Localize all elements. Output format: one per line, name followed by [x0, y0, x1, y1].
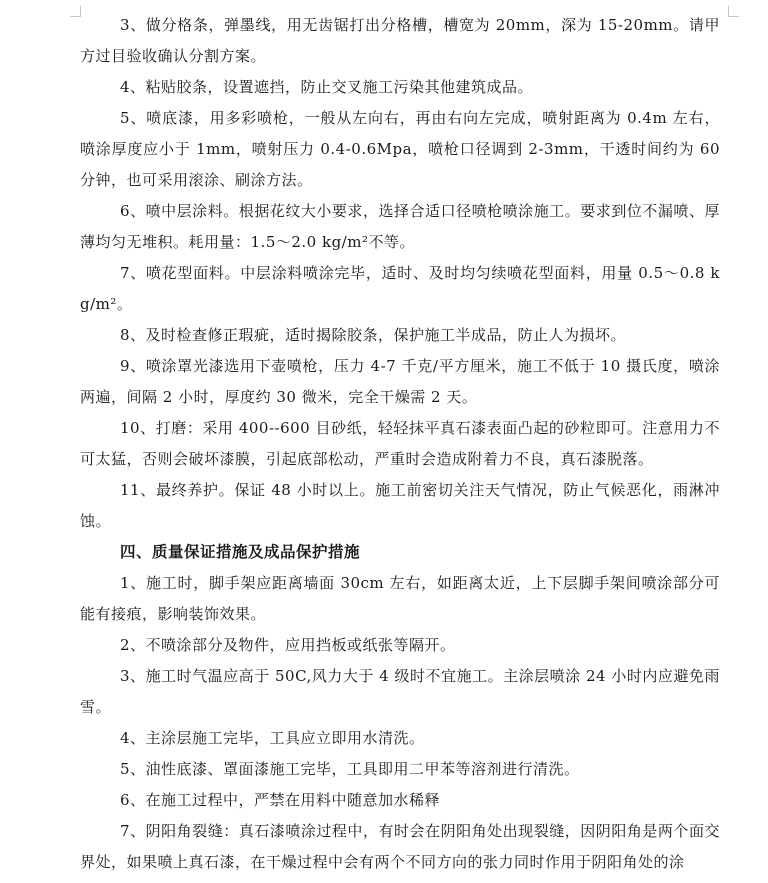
paragraph-step-3: 3、做分格条，弹墨线，用无齿锯打出分格槽，槽宽为 20mm，深为 15-20mm。请甲方过目验收确认分割方案。 — [80, 16, 720, 65]
paragraph-measure-2: 2、不喷涂部分及物件，应用挡板或纸张等隔开。 — [120, 636, 456, 654]
document-body — [80, 10, 720, 878]
paragraph-step-6: 6、喷中层涂料。根据花纹大小要求，选择合适口径喷枪喷涂施工。要求到位不漏喷、厚薄均匀无堆积。耗用量：1.5～2.0 kg/m²不等。 — [80, 202, 720, 251]
paragraph-measure-5: 5、油性底漆、罩面漆施工完毕，工具即用二甲苯等溶剂进行清洗。 — [120, 760, 580, 778]
crop-mark-top-right — [728, 6, 739, 17]
paragraph-step-8: 8、及时检查修正瑕疵，适时揭除胶条，保护施工半成品，防止人为损坏。 — [120, 326, 627, 344]
paragraph-step-9: 9、喷涂罩光漆选用下壶喷枪，压力 4-7 千克/平方厘米，施工不低于 10 摄氏度，喷涂两遍，间隔 2 小时，厚度约 30 微米，完全干燥需 2 天。 — [80, 357, 720, 406]
paragraph-step-5: 5、喷底漆，用多彩喷枪，一般从左向右，再由右向左完成，喷射距离为 0.4m 左右，喷涂厚度应小于 1mm，喷射压力 0.4-0.6Mpa，喷枪口径调到 2-3mm，干透时间约为 60 分钟，也可采用滚涂、刷涂方法。 — [80, 109, 720, 189]
paragraph-step-10: 10、打磨：采用 400--600 目砂纸，轻轻抹平真石漆表面凸起的砂粒即可。注意用力不可太猛，否则会破坏漆膜，引起底部松动，严重时会造成附着力不良，真石漆脱落。 — [80, 419, 720, 468]
paragraph-step-7: 7、喷花型面料。中层涂料喷涂完毕，适时、及时均匀续喷花型面料，用量 0.5～0.8 kg/m²。 — [80, 264, 720, 313]
paragraph-measure-4: 4、主涂层施工完毕，工具应立即用水清洗。 — [120, 729, 425, 747]
paragraph-measure-1: 1、施工时，脚手架应距离墙面 30cm 左右，如距离太近，上下层脚手架间喷涂部分可能有接痕，影响装饰效果。 — [80, 574, 720, 623]
paragraph-measure-6: 6、在施工过程中，严禁在用料中随意加水稀释 — [120, 791, 441, 809]
paragraph-measure-3: 3、施工时气温应高于 50C,风力大于 4 级时不宜施工。主涂层喷涂 24 小时内应避免雨雪。 — [80, 667, 720, 716]
section-heading: 四、质量保证措施及成品保护措施 — [120, 543, 361, 561]
paragraph-step-4: 4、粘贴胶条，设置遮挡，防止交叉施工污染其他建筑成品。 — [120, 78, 534, 96]
paragraph-step-11: 11、最终养护。保证 48 小时以上。施工前密切关注天气情况，防止气候恶化，雨淋冲蚀。 — [80, 481, 720, 530]
paragraph-measure-7: 7、阴阳角裂缝：真石漆喷涂过程中，有时会在阴阳角处出现裂缝，因阴阳角是两个面交界处，如果喷上真石漆，在干燥过程中会有两个不同方向的张力同时作用于阴阳角处的涂 — [80, 822, 720, 871]
